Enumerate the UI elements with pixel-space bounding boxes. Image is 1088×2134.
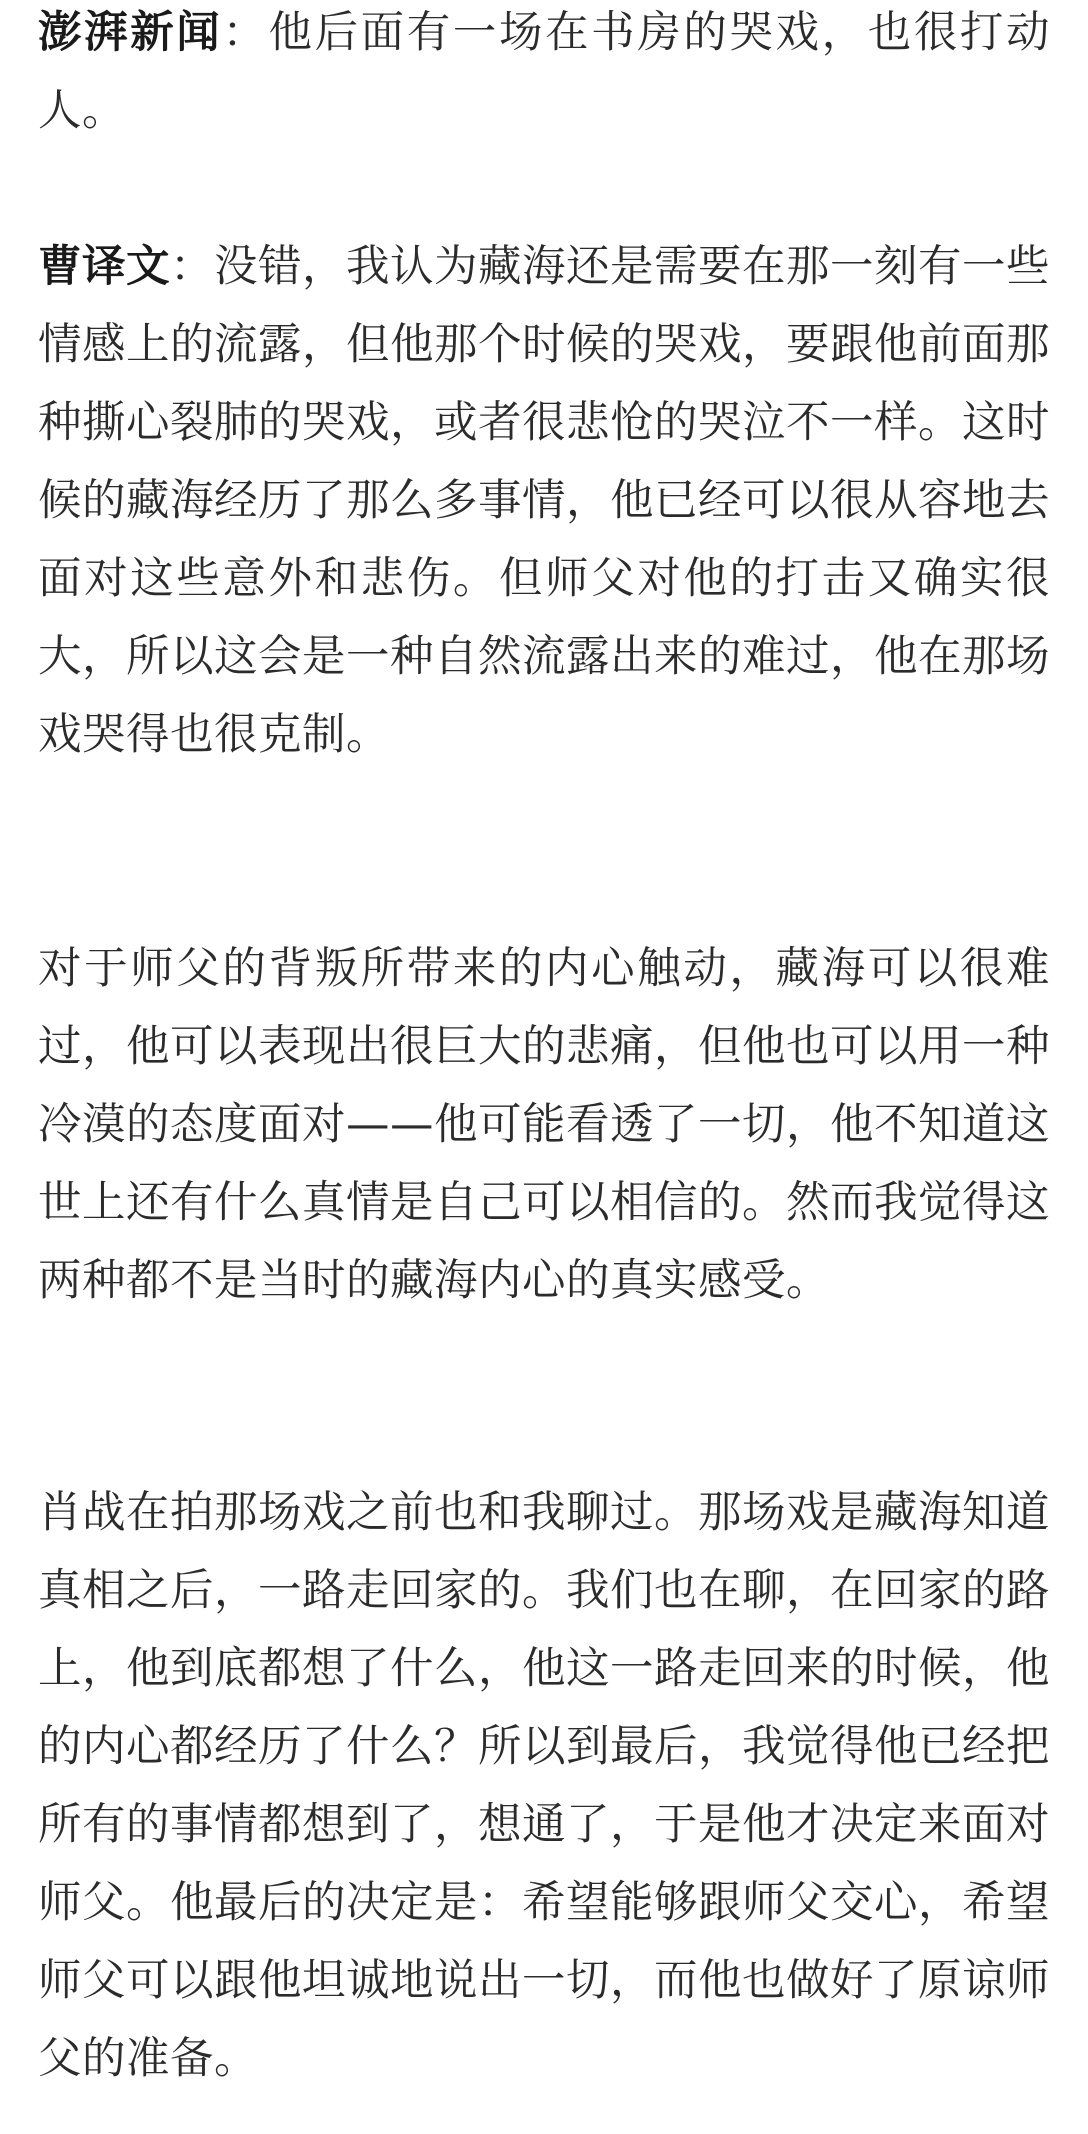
paragraph <box>38 1474 1050 2098</box>
speaker-name: 澎湃新闻 <box>38 8 223 58</box>
paragraph-interview-answer <box>38 228 1050 774</box>
paragraph-text: ：他后面有一场在书房的哭戏，也很打动人。 <box>38 8 1051 136</box>
speaker-name: 曹译文 <box>38 242 170 292</box>
paragraph-text: 肖战在拍那场戏之前也和我聊过。那场戏是藏海知道真相之后，一路走回家的。我们也在聊，在回家的路上，他到底都想了什么，他这一路走回来的时候，他的内心都经历了什么？所以到最后，我觉得他已经把所有的事情都想到了，想通了，于是他才决定来面对师父。他最后的决定是：希望能够跟师父交心，希望师父可以跟他坦诚地说出一切，而他也做好了原谅师父的准备。 <box>38 1488 1050 2084</box>
paragraph-interview-question <box>38 0 1050 150</box>
paragraph <box>38 930 1050 1320</box>
paragraph-text: ：没错，我认为藏海还是需要在那一刻有一些情感上的流露，但他那个时候的哭戏，要跟他前面那种撕心裂肺的哭戏，或者很悲怆的哭泣不一样。这时候的藏海经历了那么多事情，他已经可以很从容地去面对这些意外和悲伤。但师父对他的打击又确实很大，所以这会是一种自然流露出来的难过，他在那场戏哭得也很克制。 <box>38 242 1050 760</box>
paragraph-text: 对于师父的背叛所带来的内心触动，藏海可以很难过，他可以表现出很巨大的悲痛，但他也可以用一种冷漠的态度面对——他可能看透了一切，他不知道这世上还有什么真情是自己可以相信的。然而我觉得这两种都不是当时的藏海内心的真实感受。 <box>38 944 1050 1306</box>
